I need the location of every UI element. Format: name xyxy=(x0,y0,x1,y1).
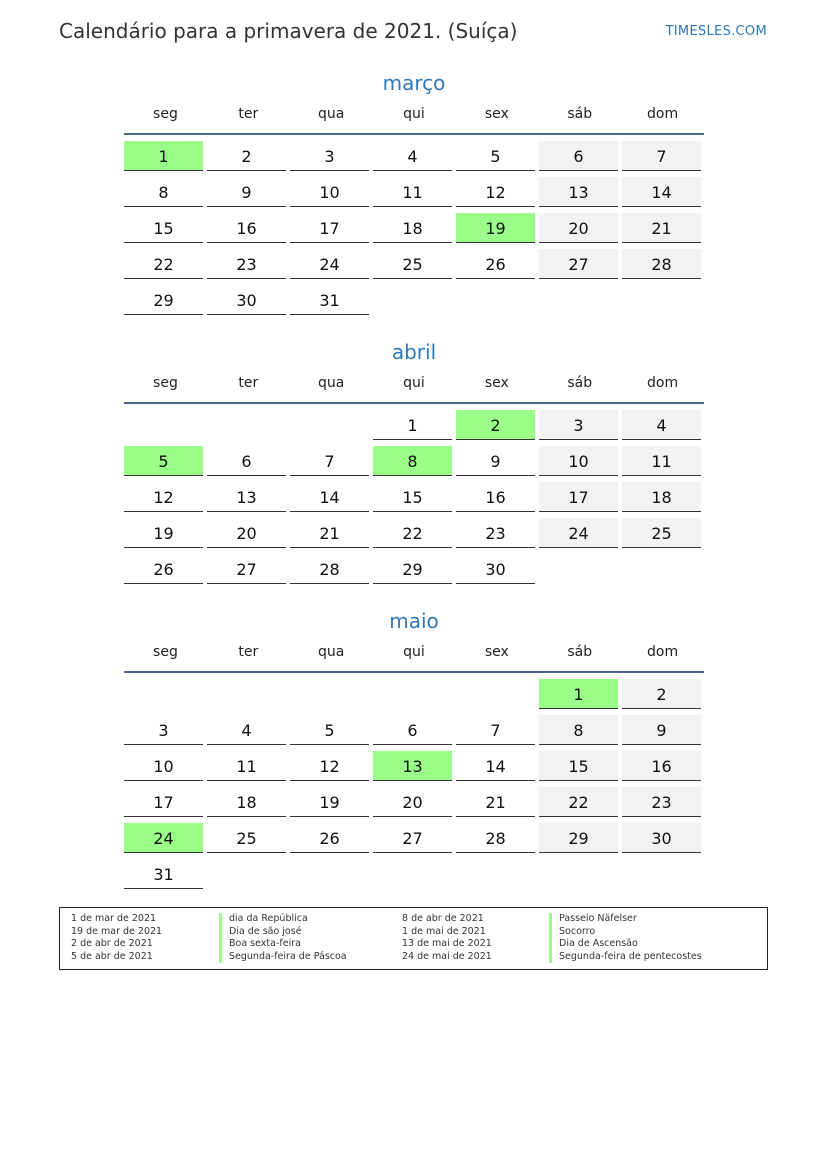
month-may xyxy=(124,608,704,889)
legend-date: 24 de mai de 2021 xyxy=(402,950,492,962)
weekday-label: sáb xyxy=(567,106,593,122)
header-divider xyxy=(124,402,704,404)
weekday-label: sex xyxy=(484,375,509,391)
empty-cell xyxy=(373,679,452,708)
day-cell: 26 xyxy=(124,554,203,584)
empty-cell xyxy=(290,410,369,439)
month-title: março xyxy=(382,71,446,95)
weekday-label: qua xyxy=(317,644,345,660)
weekday-label: qui xyxy=(403,644,425,660)
month-title: maio xyxy=(389,609,439,633)
day-cell: 12 xyxy=(456,177,535,207)
weekday-label: ter xyxy=(238,644,259,660)
day-cell: 3 xyxy=(539,410,618,440)
day-cell: 14 xyxy=(456,751,535,781)
day-cell: 19 xyxy=(124,518,203,548)
day-cell: 20 xyxy=(207,518,286,548)
legend-dates-right xyxy=(402,913,492,963)
day-cell: 18 xyxy=(622,482,701,512)
legend-dates-left xyxy=(71,913,162,963)
legend-holiday-name: Dia de são josé xyxy=(219,926,347,939)
weekday-label: seg xyxy=(153,106,178,122)
day-grid xyxy=(124,679,704,889)
holiday-day-cell: 1 xyxy=(539,679,618,709)
holiday-legend xyxy=(59,907,768,970)
weekday-label: dom xyxy=(647,106,679,122)
legend-date: 1 de mar de 2021 xyxy=(71,913,157,924)
page-title: Calendário para a primavera de 2021. (Suíça) xyxy=(59,19,518,43)
weekday-label: qua xyxy=(317,375,345,391)
weekday-label: ter xyxy=(238,375,259,391)
day-cell: 27 xyxy=(373,823,452,853)
holiday-day-cell: 19 xyxy=(456,213,535,243)
day-cell: 15 xyxy=(124,213,203,243)
day-cell: 1 xyxy=(373,410,452,440)
day-cell: 29 xyxy=(373,554,452,584)
holiday-day-cell: 13 xyxy=(373,751,452,781)
day-cell: 30 xyxy=(622,823,701,853)
day-cell: 10 xyxy=(539,446,618,476)
day-cell: 3 xyxy=(124,715,203,745)
day-cell: 2 xyxy=(207,141,286,171)
holiday-day-cell: 8 xyxy=(373,446,452,476)
legend-date: 13 de mai de 2021 xyxy=(402,938,492,950)
day-cell: 13 xyxy=(207,482,286,512)
day-cell: 20 xyxy=(539,213,618,243)
brand-link[interactable]: TIMESLES.COM xyxy=(665,24,767,39)
day-cell: 12 xyxy=(290,751,369,781)
weekday-label: seg xyxy=(153,375,178,391)
month-april xyxy=(124,339,704,584)
day-cell: 10 xyxy=(124,751,203,781)
day-cell: 16 xyxy=(207,213,286,243)
day-cell: 21 xyxy=(456,787,535,817)
day-cell: 24 xyxy=(290,249,369,279)
weekday-label: qua xyxy=(317,106,345,122)
weekday-label: sáb xyxy=(567,644,593,660)
month-title: abril xyxy=(391,340,437,364)
day-cell: 11 xyxy=(373,177,452,207)
legend-date: 19 de mar de 2021 xyxy=(71,925,163,937)
empty-cell xyxy=(290,679,369,708)
day-cell: 8 xyxy=(124,177,203,207)
day-cell: 15 xyxy=(373,482,452,512)
legend-holiday-name: Segunda-feira de pentecostes xyxy=(549,951,702,964)
empty-cell xyxy=(124,410,203,439)
day-cell: 16 xyxy=(622,751,701,781)
day-cell: 18 xyxy=(373,213,452,243)
day-cell: 6 xyxy=(207,446,286,476)
day-cell: 26 xyxy=(456,249,535,279)
day-cell: 13 xyxy=(539,177,618,207)
empty-cell xyxy=(456,679,535,708)
legend-date: 1 de mai de 2021 xyxy=(402,925,486,937)
day-cell: 28 xyxy=(456,823,535,853)
day-cell: 7 xyxy=(456,715,535,745)
day-cell: 21 xyxy=(622,213,701,243)
day-cell: 9 xyxy=(622,715,701,745)
day-cell: 24 xyxy=(539,518,618,548)
weekday-label: sex xyxy=(484,106,509,122)
day-cell: 4 xyxy=(373,141,452,171)
holiday-day-cell: 24 xyxy=(124,823,203,853)
weekday-header xyxy=(124,106,704,128)
day-cell: 12 xyxy=(124,482,203,512)
legend-date: 8 de abr de 2021 xyxy=(402,913,484,924)
day-cell: 28 xyxy=(290,554,369,584)
legend-holiday-name: Segunda-feira de Páscoa xyxy=(219,951,347,964)
day-cell: 6 xyxy=(373,715,452,745)
day-cell: 6 xyxy=(539,141,618,171)
day-cell: 16 xyxy=(456,482,535,512)
month-march xyxy=(124,70,704,315)
weekday-label: qui xyxy=(403,106,425,122)
day-cell: 2 xyxy=(622,679,701,709)
day-cell: 25 xyxy=(207,823,286,853)
day-grid xyxy=(124,410,704,584)
day-cell: 4 xyxy=(207,715,286,745)
day-cell: 22 xyxy=(124,249,203,279)
legend-holiday-name: Passeio Näfelser xyxy=(549,913,702,926)
day-cell: 30 xyxy=(207,285,286,315)
day-cell: 11 xyxy=(622,446,701,476)
day-cell: 10 xyxy=(290,177,369,207)
holiday-day-cell: 2 xyxy=(456,410,535,440)
day-cell: 27 xyxy=(207,554,286,584)
legend-holiday-name: Dia de Ascensão xyxy=(549,938,702,951)
legend-names-left xyxy=(219,913,347,963)
legend-holiday-name: Boa sexta-feira xyxy=(219,938,347,951)
day-cell: 18 xyxy=(207,787,286,817)
day-cell: 3 xyxy=(290,141,369,171)
day-cell: 30 xyxy=(456,554,535,584)
day-cell: 15 xyxy=(539,751,618,781)
day-cell: 29 xyxy=(539,823,618,853)
day-cell: 17 xyxy=(539,482,618,512)
day-cell: 20 xyxy=(373,787,452,817)
legend-holiday-name: dia da República xyxy=(219,913,347,926)
day-cell: 5 xyxy=(290,715,369,745)
weekday-label: dom xyxy=(647,644,679,660)
day-cell: 22 xyxy=(373,518,452,548)
day-cell: 19 xyxy=(290,787,369,817)
day-cell: 22 xyxy=(539,787,618,817)
holiday-day-cell: 1 xyxy=(124,141,203,171)
header-divider xyxy=(124,133,704,135)
day-cell: 7 xyxy=(290,446,369,476)
legend-date: 5 de abr de 2021 xyxy=(71,950,153,962)
day-cell: 8 xyxy=(539,715,618,745)
day-cell: 9 xyxy=(207,177,286,207)
day-cell: 9 xyxy=(456,446,535,476)
day-cell: 4 xyxy=(622,410,701,440)
day-cell: 17 xyxy=(290,213,369,243)
holiday-day-cell: 5 xyxy=(124,446,203,476)
legend-names-right xyxy=(549,913,702,963)
weekday-label: sex xyxy=(484,644,509,660)
day-cell: 29 xyxy=(124,285,203,315)
day-cell: 25 xyxy=(622,518,701,548)
legend-date: 2 de abr de 2021 xyxy=(71,938,153,950)
day-cell: 31 xyxy=(290,285,369,315)
weekday-label: seg xyxy=(153,644,178,660)
weekday-header xyxy=(124,644,704,666)
weekday-label: qui xyxy=(403,375,425,391)
empty-cell xyxy=(207,410,286,439)
day-cell: 23 xyxy=(207,249,286,279)
day-cell: 21 xyxy=(290,518,369,548)
legend-holiday-name: Socorro xyxy=(549,926,702,939)
weekday-label: ter xyxy=(238,106,259,122)
day-cell: 23 xyxy=(622,787,701,817)
weekday-label: dom xyxy=(647,375,679,391)
empty-cell xyxy=(124,679,203,708)
day-cell: 17 xyxy=(124,787,203,817)
day-cell: 14 xyxy=(290,482,369,512)
day-cell: 5 xyxy=(456,141,535,171)
day-cell: 11 xyxy=(207,751,286,781)
day-cell: 31 xyxy=(124,859,203,889)
weekday-header xyxy=(124,375,704,397)
day-cell: 27 xyxy=(539,249,618,279)
day-cell: 28 xyxy=(622,249,701,279)
empty-cell xyxy=(207,679,286,708)
day-cell: 7 xyxy=(622,141,701,171)
day-cell: 25 xyxy=(373,249,452,279)
day-cell: 26 xyxy=(290,823,369,853)
weekday-label: sáb xyxy=(567,375,593,391)
day-cell: 14 xyxy=(622,177,701,207)
day-grid xyxy=(124,141,704,315)
day-cell: 23 xyxy=(456,518,535,548)
header-divider xyxy=(124,671,704,673)
